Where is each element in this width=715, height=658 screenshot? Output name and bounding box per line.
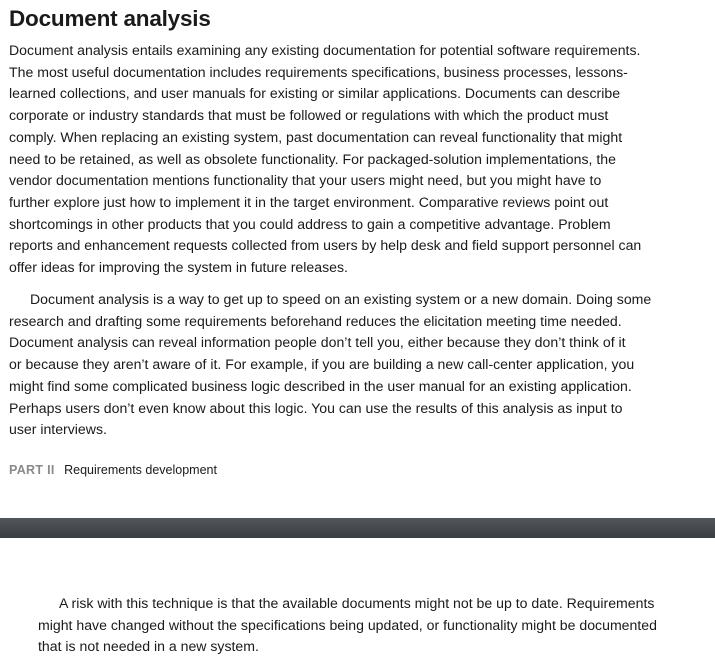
text-line: research and drafting some requirements beforehand reduces the elicitation meeting time needed.: [9, 312, 622, 329]
text-line: Document analysis is a way to get up to speed on an existing system or a new domain. Doing some: [30, 291, 652, 307]
page-separator: [0, 518, 715, 538]
text-line: Document analysis can reveal information people don’t tell you, either because they don’t think of it: [9, 334, 626, 351]
text-line: comply. When replacing an existing system, past documentation can reveal functionality that might: [9, 128, 623, 145]
paragraph-document-analysis-speed: [9, 289, 651, 441]
paragraph-document-analysis-intro: [9, 40, 641, 279]
text-line: learned collections, and user manuals for existing or similar applications. Documents can describe: [9, 85, 621, 102]
paragraph-risk: [38, 593, 657, 658]
footer-part-label: PART II: [9, 463, 55, 477]
text-line: or because they aren’t aware of it. For example, if you are building a new call-center application, you: [9, 356, 635, 373]
text-line: offer ideas for improving the system in future releases.: [9, 259, 348, 276]
text-line: A risk with this technique is that the available documents might not be up to date. Requirements: [59, 595, 655, 611]
text-line: Perhaps users don’t even know about this logic. You can use the results of this analysis as input to: [9, 399, 623, 416]
text-line: might find some complicated business logic described in the user manual for an existing application.: [9, 377, 632, 394]
text-line: further explore just how to implement it in the target environment. Comparative reviews point out: [9, 193, 609, 210]
page-footer: [9, 463, 217, 477]
text-line: that is not needed in a new system.: [38, 638, 259, 655]
text-line: need to be retained, as well as obsolete functionality. For packaged-solution implementations, the: [9, 150, 616, 167]
page-bottom: [0, 538, 715, 658]
text-line: user interviews.: [9, 421, 107, 438]
text-line: shortcomings in other products that you could address to gain a competitive advantage. Problem: [9, 215, 611, 232]
text-line: might have changed without the specifications being updated, or functionality might be documented: [38, 616, 657, 633]
text-line: The most useful documentation includes requirements specifications, business processes, lessons-: [9, 63, 628, 80]
section-title: Document analysis: [9, 6, 211, 31]
footer-section-label: Requirements development: [64, 463, 217, 477]
text-line: vendor documentation mentions functionality that your users might need, but you might have to: [9, 172, 602, 189]
text-line: Document analysis entails examining any existing documentation for potential software requirements.: [9, 42, 641, 58]
text-line: reports and enhancement requests collected from users by help desk and field support personnel can: [9, 237, 642, 254]
text-line: corporate or industry standards that must be followed or regulations with which the product must: [9, 107, 609, 124]
